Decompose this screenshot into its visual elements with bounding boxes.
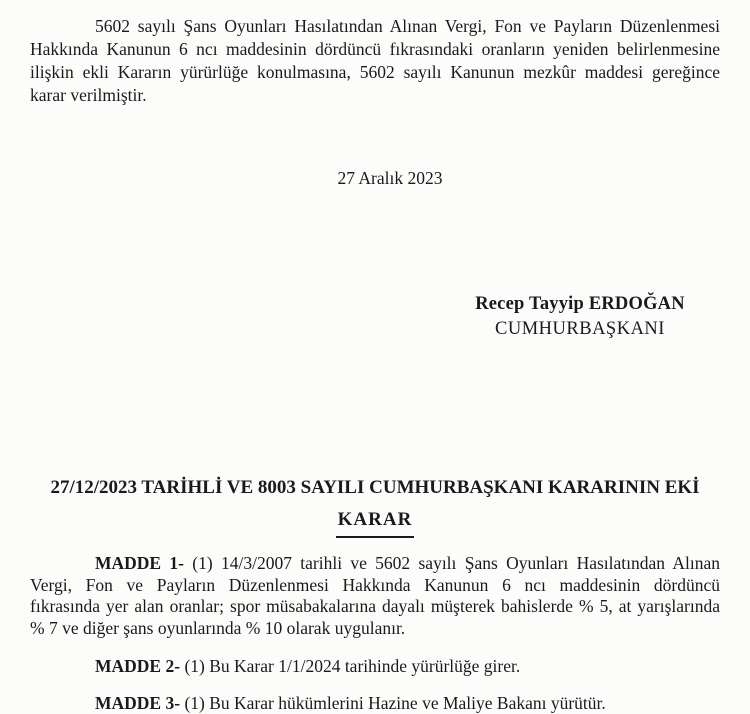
article-1-line-3: fıkrasında yer alan oranlar; spor müsabakalarına dayalı müşterek bahislerde % 5, at yarışlarında — [30, 596, 720, 616]
article-1-label: MADDE 1- — [95, 553, 184, 573]
article-3-line-1 — [30, 692, 720, 714]
signature-block — [440, 292, 720, 342]
intro-line-2: Hakkında Kanunun 6 ncı maddesinin dördüncü fıkrasındaki oranların yeniden belirlenmesine — [30, 39, 720, 59]
annex-heading — [30, 472, 720, 538]
intro-line-3: ilişkin ekli Kararın yürürlüğe konulmasına, 5602 sayılı Kanunun mezkûr maddesi gereğince — [30, 62, 720, 82]
annex-heading-karar-text: KARAR — [336, 504, 415, 538]
article-2-label: MADDE 2- — [95, 656, 181, 676]
signature-title: CUMHURBAŞKANI — [495, 319, 665, 339]
article-1-line-1-text: (1) 14/3/2007 tarihli ve 5602 sayılı Şans Oyunları Hasılatından Alınan — [183, 553, 720, 573]
article-1-line-1 — [30, 553, 720, 575]
intro-line-4: karar verilmiştir. — [30, 85, 147, 105]
annex-heading-line2 — [30, 504, 720, 538]
article-1-line-2: Vergi, Fon ve Payların Düzenlenmesi Hakkında Kanunun 6 ncı maddesinin dördüncü — [30, 574, 720, 595]
article-3-line-1-text: (1) Bu Karar hükümlerini Hazine ve Maliye Bakanı yürütür. — [180, 693, 606, 713]
decree-date: 27 Aralık 2023 — [337, 168, 443, 188]
intro-paragraph — [30, 15, 720, 107]
article-1 — [30, 553, 720, 639]
article-3-label: MADDE 3- — [95, 693, 181, 713]
signature-name: Recep Tayyip ERDOĞAN — [475, 294, 685, 314]
article-2 — [30, 655, 720, 678]
intro-line-1: 5602 sayılı Şans Oyunları Hasılatından Alınan Vergi, Fon ve Payların Düzenlenmesi — [95, 16, 720, 36]
article-1-line-4: % 7 ve diğer şans oyunlarında % 10 olarak uygulanır. — [30, 617, 406, 638]
annex-heading-line1: 27/12/2023 TARİHLİ VE 8003 SAYILI CUMHURBAŞKANI KARARININ EKİ — [50, 477, 700, 498]
article-2-line-1 — [30, 655, 720, 678]
article-2-line-1-text: (1) Bu Karar 1/1/2024 tarihinde yürürlüğe girer. — [180, 656, 521, 676]
article-3 — [30, 692, 720, 714]
